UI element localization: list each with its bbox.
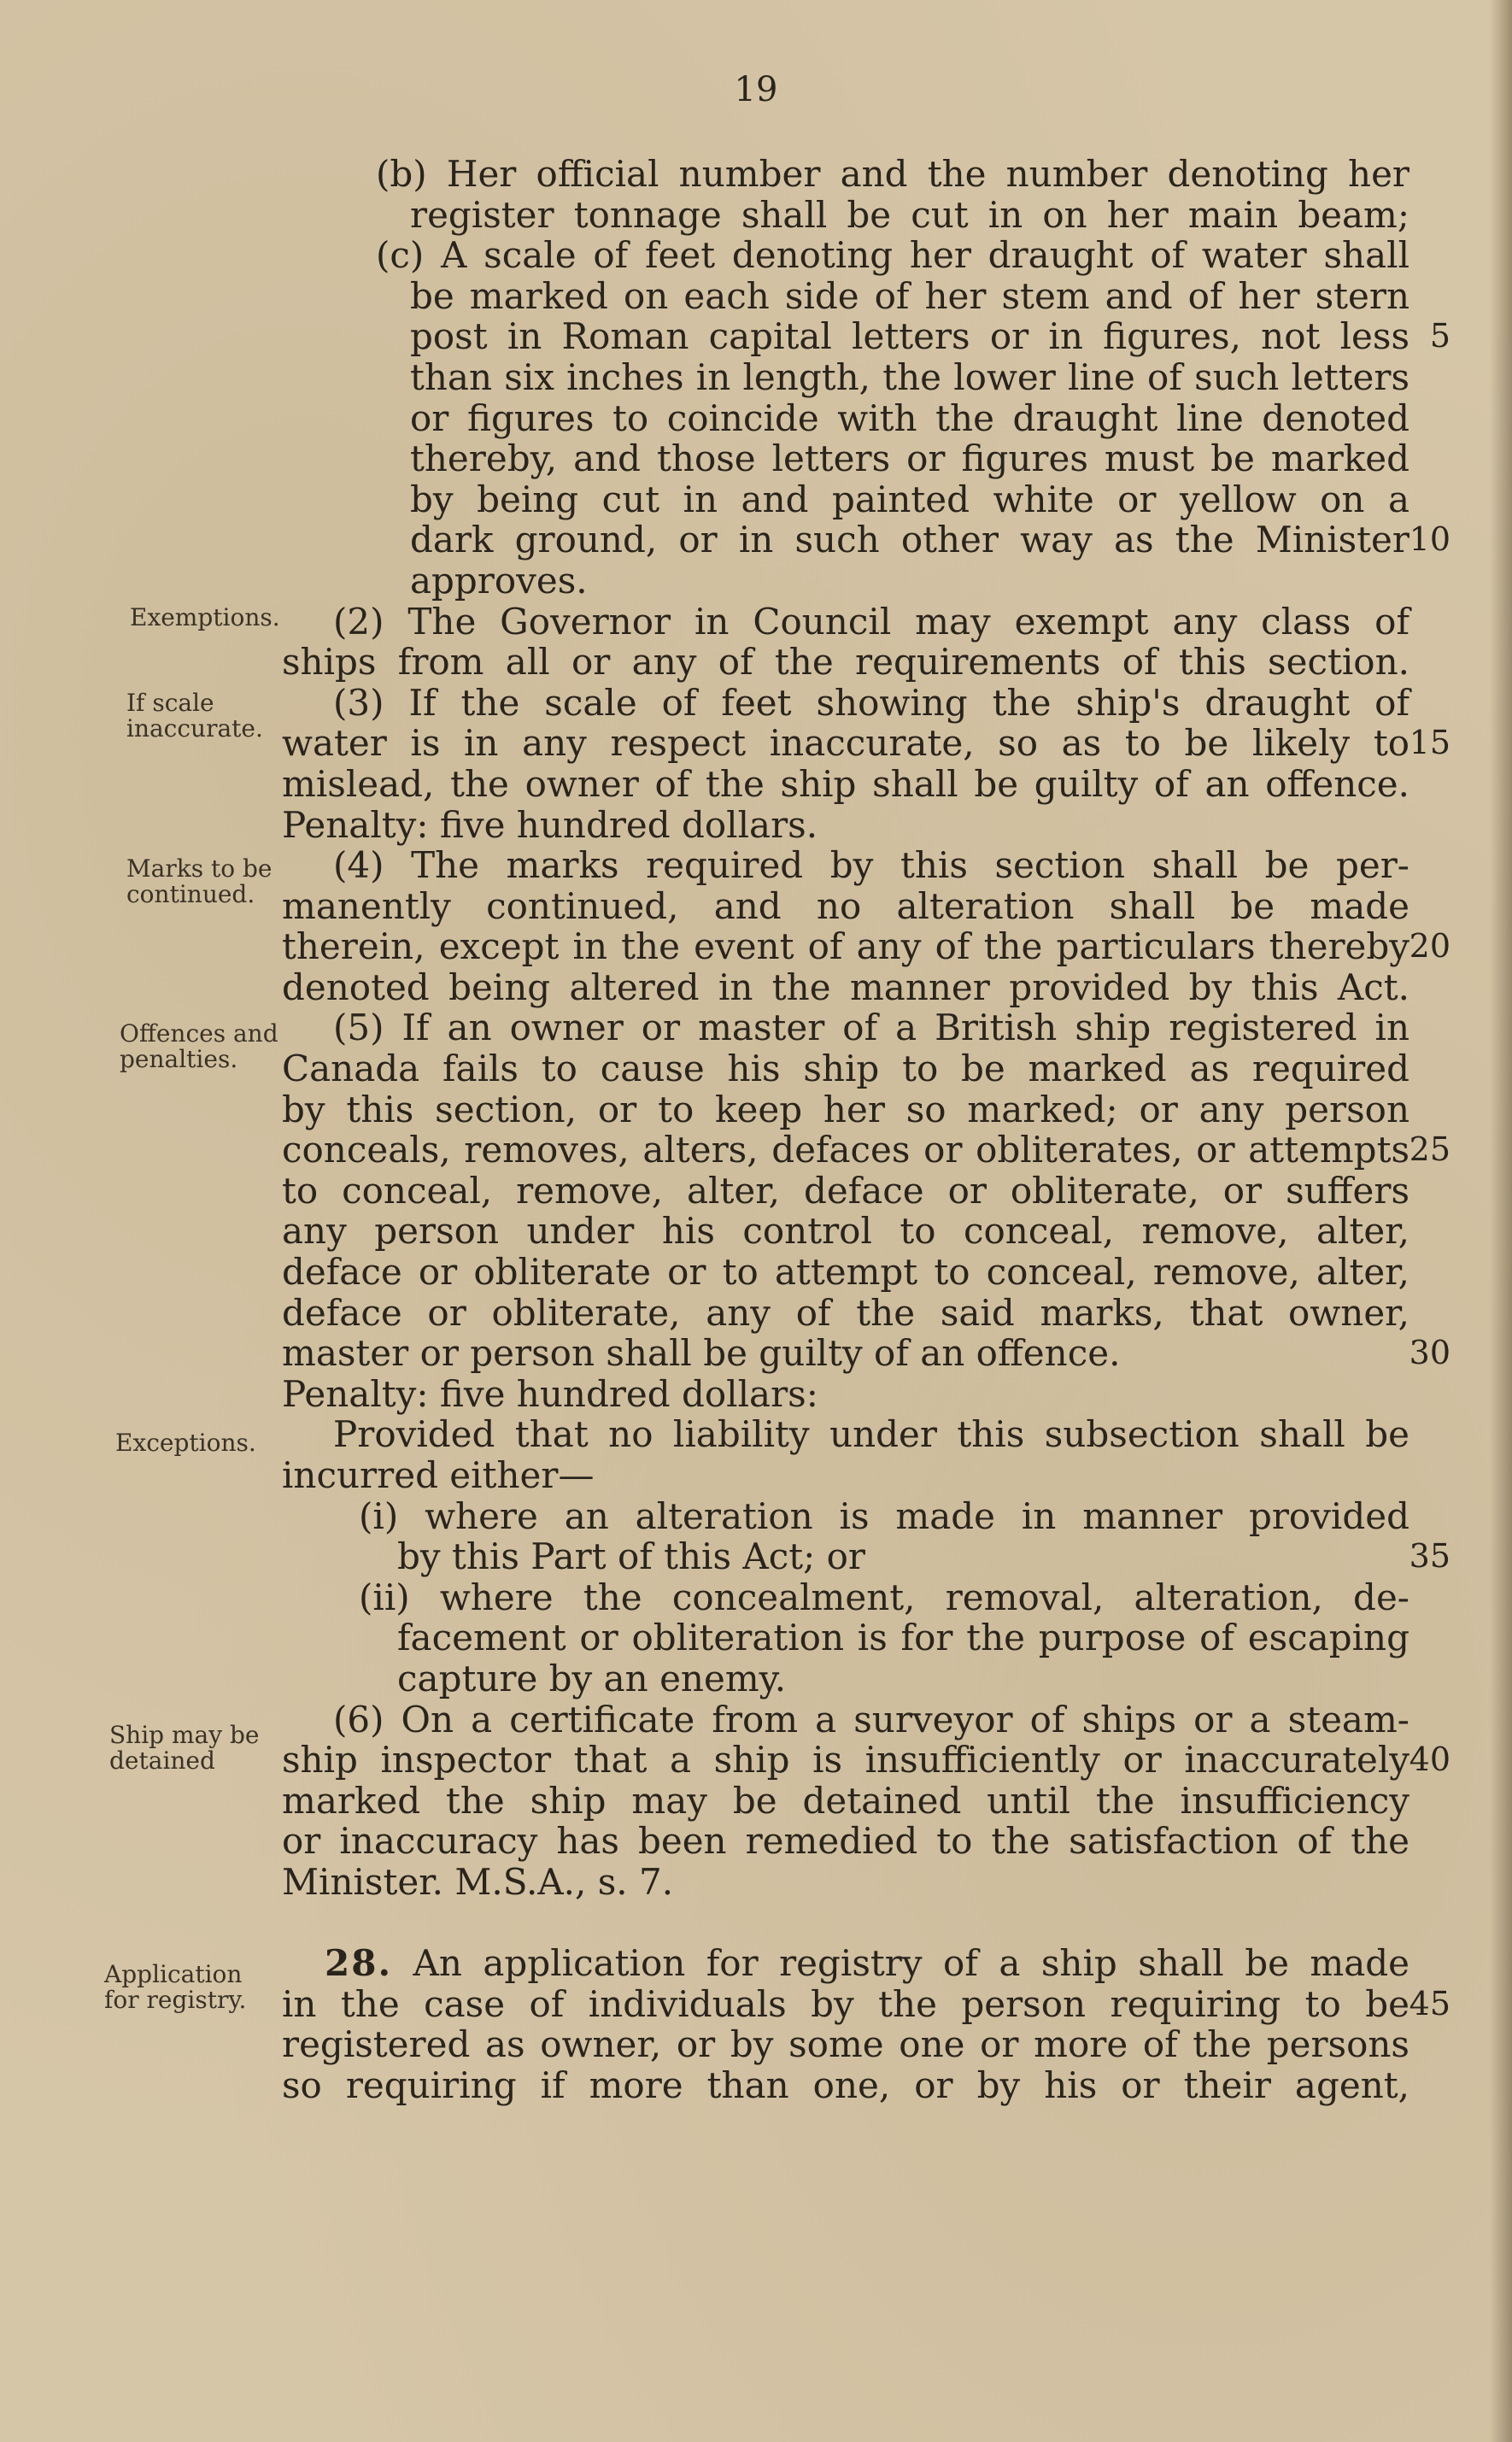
text-line: deface or obliterate, any of the said marks, that owner, bbox=[282, 1291, 1409, 1334]
text-line: deface or obliterate or to attempt to conceal, remove, alter, bbox=[282, 1251, 1409, 1294]
text-line: (ii) where the concealment, removal, alteration, de- bbox=[359, 1576, 1409, 1618]
text-line: Provided that no liability under this subsection shall be bbox=[333, 1413, 1409, 1456]
text-line: ship inspector that a ship is insufficiently or inaccurately 40 bbox=[282, 1739, 1450, 1782]
text-line: (3) If the scale of feet showing the ship's draught of bbox=[333, 681, 1409, 724]
page-edge-shadow bbox=[1490, 0, 1512, 2442]
text-line: (2) The Governor in Council may exempt any class of bbox=[333, 600, 1409, 643]
text-line: ships from all or any of the requirements of this section. bbox=[282, 641, 1409, 684]
text-line: registered as owner, or by some one or more of the persons bbox=[282, 2023, 1409, 2066]
text-line: incurred either— bbox=[282, 1454, 595, 1496]
blank-line bbox=[282, 1903, 1409, 1944]
text-line: marked the ship may be detained until the insufficiency bbox=[282, 1779, 1409, 1822]
text-line: Minister. M.S.A., s. 7. bbox=[282, 1860, 674, 1903]
text-line: mislead, the owner of the ship shall be guilty of an offence. bbox=[282, 762, 1409, 805]
text-line: register tonnage shall be cut in on her main beam; bbox=[410, 193, 1409, 236]
body-text bbox=[282, 153, 1450, 2106]
text-line: in the case of individuals by the person requiring to be 45 bbox=[282, 1982, 1450, 2025]
text-line: denoted being altered in the manner provided by this Act. bbox=[282, 966, 1409, 1008]
text-line: water is in any respect inaccurate, so as to be likely to 15 bbox=[282, 722, 1450, 765]
text-line: by this Part of this Act; or 35 bbox=[397, 1535, 1450, 1578]
text-line: approves. bbox=[410, 559, 588, 602]
text-line: facement or obliteration is for the purpose of escaping bbox=[397, 1617, 1409, 1659]
text-line: or inaccuracy has been remedied to the satisfaction of the bbox=[282, 1820, 1409, 1863]
text-line: or figures to coincide with the draught line denoted bbox=[410, 396, 1409, 439]
text-line: thereby, and those letters or figures must be marked bbox=[410, 437, 1409, 480]
text-line: 28. An application for registry of a ship shall be made bbox=[325, 1942, 1409, 1985]
text-line: (c) A scale of feet denoting her draught of water shall bbox=[376, 234, 1409, 277]
text-line: Penalty: five hundred dollars. bbox=[282, 803, 818, 846]
text-line: (6) On a certificate from a surveyor of ships or a steam- bbox=[333, 1698, 1409, 1741]
section-number: 28. bbox=[325, 1942, 393, 1985]
text-line: Penalty: five hundred dollars: bbox=[282, 1372, 818, 1415]
text-line: by being cut in and painted white or yellow on a bbox=[410, 478, 1409, 520]
margin-note-offences: Offences and penalties. bbox=[120, 1019, 278, 1073]
text-line: any person under his control to conceal, remove, alter, bbox=[282, 1210, 1409, 1253]
text-line: be marked on each side of her stem and of her stern bbox=[410, 274, 1409, 317]
text-line: capture by an enemy. bbox=[397, 1657, 787, 1699]
margin-note-application: Application for registry. bbox=[104, 1960, 247, 2014]
text-line: (b) Her official number and the number denoting her bbox=[376, 153, 1409, 195]
page-number: 19 bbox=[734, 70, 778, 109]
text-line: conceals, removes, alters, defaces or obliterates, or attempts 25 bbox=[282, 1129, 1450, 1171]
text-line: therein, except in the event of any of the particulars thereby 20 bbox=[282, 925, 1450, 968]
text-line: by this section, or to keep her so marked; or any person bbox=[282, 1088, 1409, 1130]
text-line: so requiring if more than one, or by his or their agent, bbox=[282, 2063, 1409, 2106]
text-line: (5) If an owner or master of a British ship registered in bbox=[333, 1007, 1409, 1049]
text-line: dark ground, or in such other way as the Minister 10 bbox=[410, 519, 1450, 561]
text-line: Canada fails to cause his ship to be marked as required bbox=[282, 1048, 1409, 1090]
text-line: to conceal, remove, alter, deface or obliterate, or suffers bbox=[282, 1169, 1409, 1212]
margin-note-ship-detained: Ship may be detained bbox=[109, 1721, 260, 1775]
margin-note-exemptions: Exemptions. bbox=[130, 603, 280, 631]
text-line: (4) The marks required by this section shall be per- bbox=[333, 844, 1409, 887]
margin-note-marks-continued: Marks to be continued. bbox=[126, 854, 273, 908]
text-line: manently continued, and no alteration shall be made bbox=[282, 884, 1409, 927]
text-line: (i) where an alteration is made in manner provided bbox=[359, 1494, 1409, 1537]
margin-note-scale-inaccurate: If scale inaccurate. bbox=[126, 689, 263, 743]
margin-note-exceptions: Exceptions. bbox=[115, 1429, 256, 1457]
text-line: post in Roman capital letters or in figures, not less 5 bbox=[410, 315, 1450, 358]
text-line: than six inches in length, the lower line of such letters bbox=[410, 355, 1409, 398]
text-line: master or person shall be guilty of an offence. 30 bbox=[282, 1332, 1450, 1375]
